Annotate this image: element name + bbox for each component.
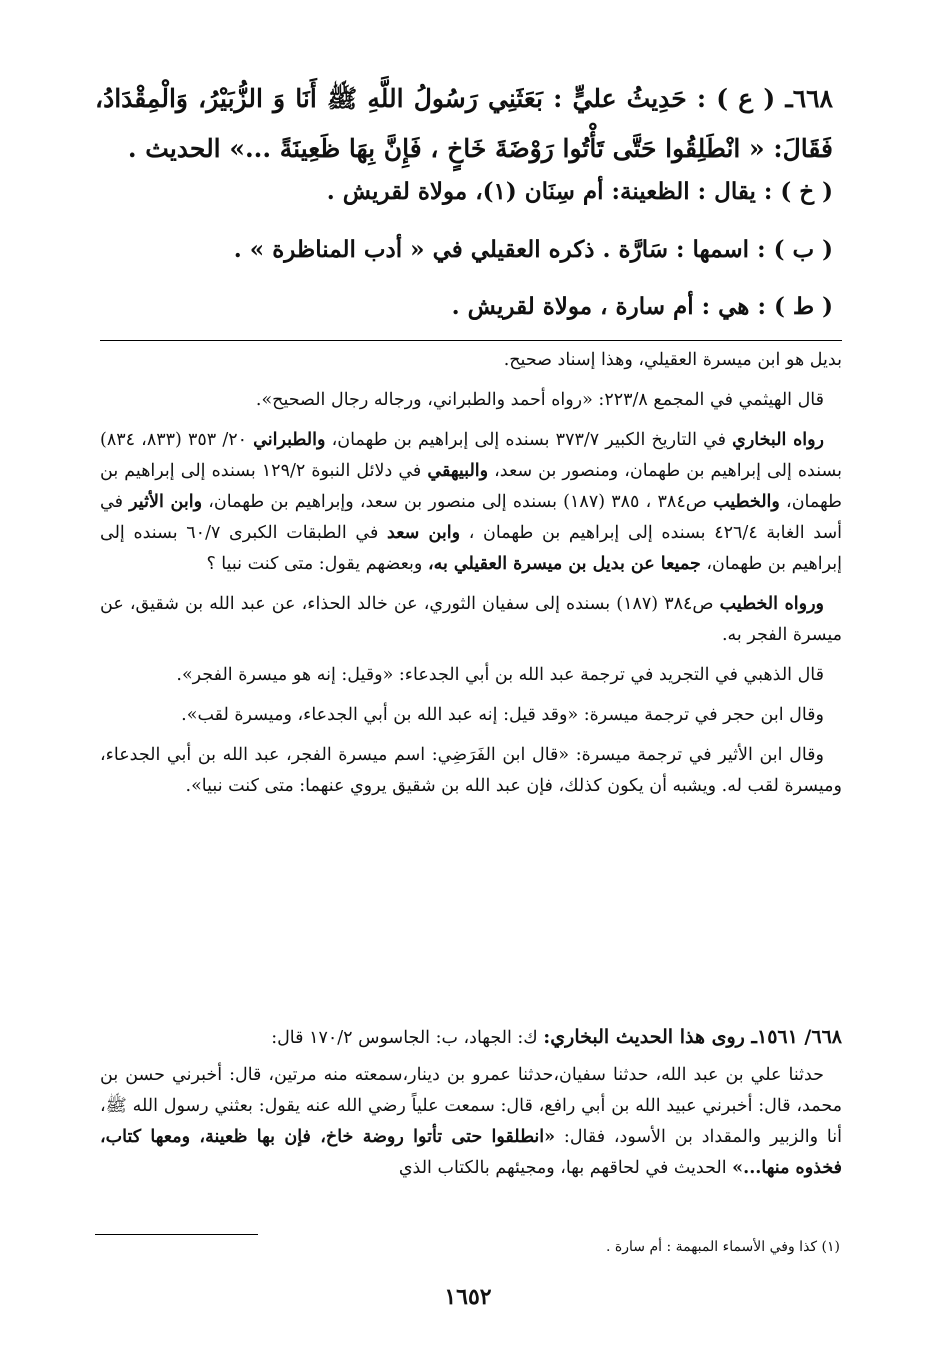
section-body-quote: «انطلقوا حتى تأتوا روضة خاخ، فإن بها ظعينة، ومعها كتاب، فخذوه منها...» [100, 1127, 842, 1178]
source-tabarani: والطبراني [253, 430, 326, 450]
footnote-divider [95, 1234, 258, 1235]
source-text: في أسد الغابة ٤٢٦/٤ بسنده إلى إبراهيم بن طهمان ، [100, 492, 843, 543]
source-khatib: والخطيب [713, 492, 780, 512]
section-body [100, 1060, 842, 1184]
hadith-heading: ٦٦٨ـ ( ع ) : حَدِيثُ عليٍّ : بَعَثَنِي رَسُولُ اللَّهِ ﷺ أَنَا وَ الزُّبَيْرُ، وَالْمِقْدَادُ، فَقَالَ: « انْطَلِقُوا حَتَّى تَأْتُوا رَوْضَةَ خَاخٍ ، فَإِنَّ بِهَا ظَعِينَةً ...» الحديث . [95, 84, 833, 163]
source-text: في دلائل النبوة ١٢٩/٢ بسنده إلى إبراهيم بن طهمان، [100, 461, 842, 512]
commentary-paragraph-1: بديل هو ابن ميسرة العقيلي، وهذا إسناد صحيح. [503, 350, 842, 370]
source-khatib-2: ورواه الخطيب [719, 594, 824, 614]
note-kh: ( خ ) : يقال : الظعينة: أم سِنَان (١)، مولاة لقريش . [326, 178, 833, 205]
commentary-paragraph-3 [100, 425, 842, 580]
source-ibn-saad: وابن سعد [387, 523, 461, 543]
section-heading-rest: ك: الجهاد، ب: الجاسوس ١٧٠/٢ قال: [271, 1028, 544, 1048]
commentary-paragraph-6: وقال ابن حجر في ترجمة ميسرة: «وقد قيل: إنه عبد الله بن أبي الجدعاء، وميسرة لقب». [181, 705, 824, 725]
commentary-block [100, 345, 842, 811]
commentary-paragraph-2: قال الهيثمي في المجمع ٢٢٣/٨: «رواه أحمد والطبراني، ورجاله رجال الصحيح». [255, 390, 824, 410]
footnote: (١) كذا وفي الأسماء المبهمة : أم سارة . [606, 1239, 840, 1255]
source-text: ص٣٨٤ (١٨٧) بسنده إلى سفيان الثوري، عن خالد الحذاء، عن عبد الله بن شقيق، عن ميسرة الفجر به. [100, 594, 842, 645]
source-text: في الطبقات الكبرى ٦٠/٧ بسنده إلى إبراهيم بن طهمان، [100, 523, 842, 574]
source-text: ص٣٨٤ ، ٣٨٥ (١٨٧) بسنده إلى منصور بن سعد، وإبراهيم بن طهمان، [202, 492, 714, 512]
note-b: ( ب ) : اسمها : سَارَّة . ذكره العقيلي في « أدب المناظرة » . [233, 236, 833, 263]
page-number: ١٦٥٢ [444, 1284, 492, 1310]
section-heading-bold: ٦٦٨/ ١٥٦١ـ روى هذا الحديث البخاري: [543, 1026, 842, 1048]
section-body-text: الحديث في لحاقهم بها، ومجيئهم بالكتاب الذي [398, 1158, 733, 1178]
source-ibn-athir: وابن الأثير [129, 492, 203, 512]
source-text: ٢٠/ ٣٥٣ (٨٣٣، ٨٣٤) بسنده إلى إبراهيم بن طهمان، ومنصور بن سعد، [100, 430, 842, 481]
section-body-text: حدثنا علي بن عبد الله، حدثنا سفيان،حدثنا عمرو بن دينار،سمعته منه مرتين، قال: أخبرني حسن بن محمد، قال: أخبرني عبيد الله بن أبي رافع، قال: سمعت علياً رضي الله عنه يقول: بعثني رسول الله ﷺ، أنا والزبير والمقداد بن الأسود، فقال: [100, 1065, 842, 1147]
note-t: ( ط ) : هي : أم سارة ، مولاة لقريش . [451, 293, 833, 320]
bukhari-section [100, 1022, 842, 1184]
source-conclusion: جميعا عن بديل بن ميسرة العقيلي به، [427, 554, 701, 574]
commentary-paragraph-5: قال الذهبي في التجريد في ترجمة عبد الله بن أبي الجدعاء: «وقيل: إنه هو ميسرة الفجر». [176, 665, 824, 685]
source-text: وبعضهم يقول: متى كنت نبيا ؟ [206, 554, 428, 574]
source-bukhari: رواه البخاري [732, 430, 825, 450]
commentary-paragraph-7: وقال ابن الأثير في ترجمة ميسرة: «قال ابن الفَرَضِي: اسم ميسرة الفجر، عبد الله بن أبي الجدعاء، وميسرة لقب له. ويشبه أن يكون كذلك، فإن عبد الله بن شقيق يروي عنهما: متى كنت نبيا». [100, 745, 842, 796]
main-divider [100, 340, 842, 341]
commentary-paragraph-4 [100, 589, 842, 651]
section-heading [100, 1022, 842, 1054]
source-text: في التاريخ الكبير ٣٧٣/٧ بسنده إلى إبراهيم بن طهمان، [325, 430, 733, 450]
source-bayhaqi: والبيهقي [427, 461, 489, 481]
